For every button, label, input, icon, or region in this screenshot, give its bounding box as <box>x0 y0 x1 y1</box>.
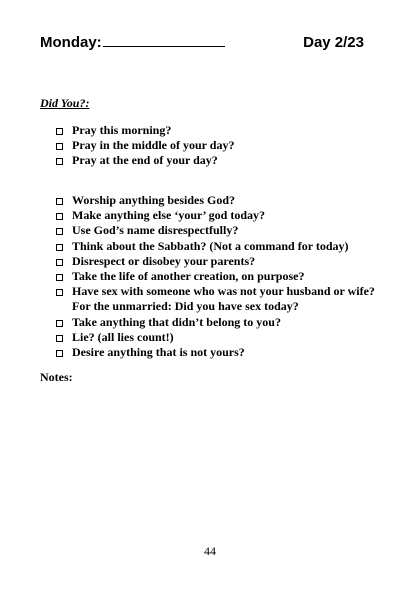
checklist-item-label: Think about the Sabbath? (Not a command for today) <box>72 238 349 253</box>
checklist-item-label: Make anything else ‘your’ god today? <box>72 208 265 223</box>
checkbox-icon <box>56 335 63 342</box>
checklist-item-label: Desire anything that is not yours? <box>72 345 245 360</box>
checkbox-icon <box>56 274 63 281</box>
checklist-item <box>56 138 376 153</box>
notes-label: Notes: <box>40 370 73 384</box>
checklist-item-label: Pray in the middle of your day? <box>72 138 235 153</box>
checklist-item <box>56 193 376 208</box>
checkbox-icon <box>56 213 63 220</box>
checkbox-icon <box>56 320 63 327</box>
checklist-item-label: Pray this morning? <box>72 123 172 137</box>
checkbox-icon <box>56 198 63 205</box>
checklist-item-label: Use God’s name disrespectfully? <box>72 223 239 238</box>
checklist-item <box>56 153 376 168</box>
checkbox-icon <box>56 128 63 135</box>
checkbox-icon <box>56 289 63 296</box>
day-label-group <box>40 34 225 51</box>
checklist-item-label: Lie? (all lies count!) <box>72 329 174 344</box>
checklist-item-label: Take anything that didn’t belong to you? <box>72 314 281 329</box>
day-label: Monday: <box>40 34 102 51</box>
checkbox-icon <box>56 259 63 266</box>
checklist-item-label: Worship anything besides God? <box>72 193 236 207</box>
checklist-item-label: Disrespect or disobey your parents? <box>72 253 256 268</box>
checkbox-icon <box>56 350 63 357</box>
checklist-item <box>56 208 376 223</box>
checklist-item-label: Have sex with someone who was not your husband or wife? For the unmarried: Did you have sex today? <box>72 284 375 314</box>
checklist-item <box>56 269 376 284</box>
checkbox-icon <box>56 228 63 235</box>
checkbox-icon <box>56 143 63 150</box>
day-blank-line <box>103 34 225 47</box>
checklist-item <box>56 315 376 330</box>
checklist-item-label: Take the life of another creation, on purpose? <box>72 269 305 284</box>
checkbox-icon <box>56 244 63 251</box>
checkbox-icon <box>56 158 63 165</box>
checklist-item <box>56 123 376 138</box>
checklist-item <box>56 284 376 314</box>
checklist-item <box>56 345 376 360</box>
day-number: Day 2/23 <box>303 34 364 51</box>
page-number: 44 <box>204 544 216 558</box>
prayer-checklist <box>56 123 376 169</box>
checklist-item <box>56 239 376 254</box>
commandment-checklist <box>56 193 376 360</box>
checklist-item <box>56 330 376 345</box>
checklist-item <box>56 254 376 269</box>
page-header <box>40 34 364 56</box>
section-title: Did You?: <box>40 96 90 110</box>
checklist-item-label: Pray at the end of your day? <box>72 153 218 168</box>
checklist-item <box>56 223 376 238</box>
